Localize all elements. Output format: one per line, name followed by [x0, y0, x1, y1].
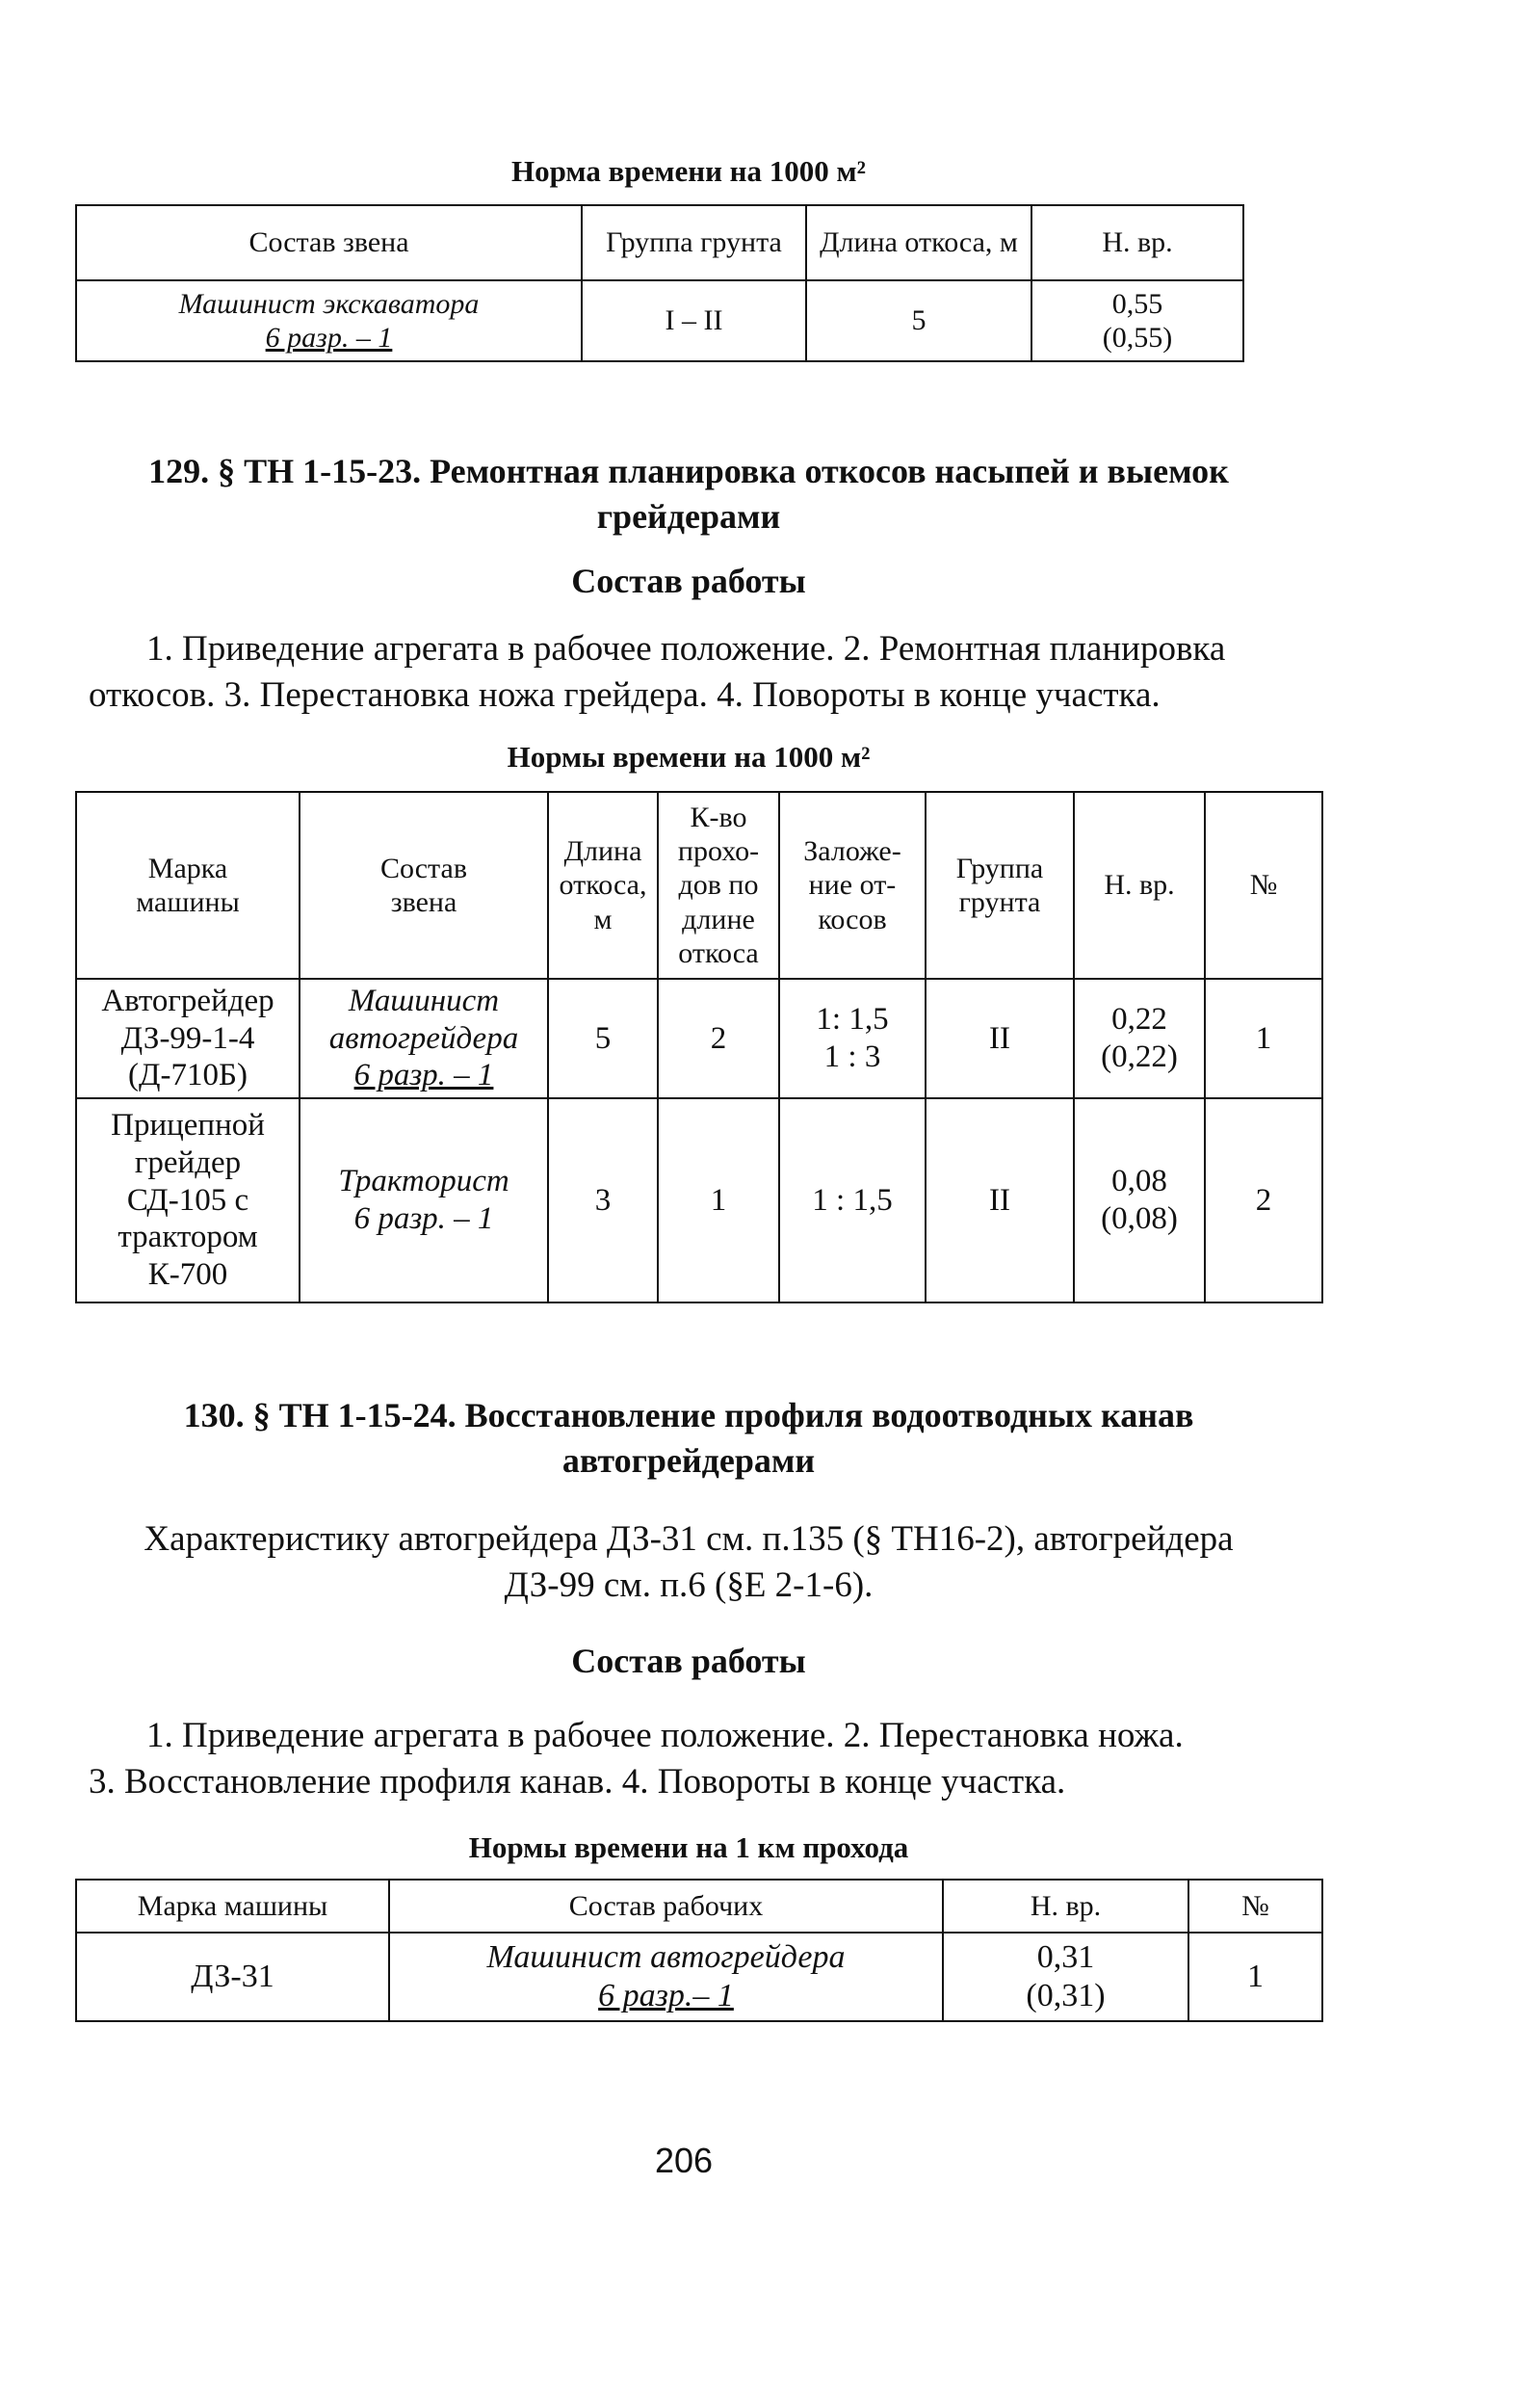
row2-norm-line1: 0,08	[1111, 1164, 1167, 1199]
table1-header-length: Длина откоса, м	[806, 205, 1031, 280]
table1	[75, 204, 1244, 362]
section130-crew-line1: Машинист автогрейдера	[486, 1938, 846, 1975]
section130-norm-line2: (0,31)	[1026, 1978, 1106, 2013]
section130-table-caption: Нормы времени на 1 км прохода	[468, 1830, 909, 1864]
header-passes-line4: длине	[682, 903, 755, 935]
section130-header-crew: Состав рабочих	[389, 1880, 943, 1933]
row2-machine	[76, 1098, 300, 1302]
section129-table-caption: Нормы времени на 1000 м²	[507, 740, 871, 774]
row1-crew	[300, 979, 548, 1098]
table1-norm-line2: (0,55)	[1102, 322, 1173, 354]
header-machine-line1: Марка	[147, 852, 228, 884]
table1-header-group: Группа грунта	[582, 205, 806, 280]
header-slope-line1: Заложе-	[803, 834, 901, 867]
row1-length: 5	[548, 979, 658, 1098]
section130-work-heading: Состав работы	[571, 1642, 806, 1680]
section130-work-text	[89, 1713, 1321, 1805]
row1-norm-line2: (0,22)	[1101, 1039, 1178, 1074]
row1-num: 1	[1205, 979, 1322, 1098]
row1-slope-line1: 1: 1,5	[816, 1002, 889, 1038]
header-num: №	[1205, 792, 1322, 979]
row2-machine-line2: грейдер	[134, 1144, 242, 1180]
section130-title	[0, 1393, 1377, 1484]
section130-char-line2: ДЗ-99 см. п.6 (§Е 2-1-6).	[504, 1565, 874, 1605]
header-slope-line3: косов	[818, 903, 887, 935]
section130-machine-cell: ДЗ-31	[76, 1933, 389, 2021]
section130-header-machine: Марка машины	[76, 1880, 389, 1933]
header-passes-line2: прохо-	[677, 834, 760, 867]
row2-machine-line5: К-700	[147, 1257, 228, 1293]
row2-crew	[300, 1098, 548, 1302]
header-length	[548, 792, 658, 979]
row2-passes: 1	[658, 1098, 779, 1302]
section130-header-row	[76, 1880, 1322, 1933]
header-passes-line1: К-во	[690, 801, 747, 833]
table1-row	[76, 280, 1243, 361]
table-row	[76, 1933, 1322, 2021]
table1-caption: Норма времени на 1000 м²	[511, 154, 866, 188]
row1-machine-line2: ДЗ-99-1-4	[120, 1020, 255, 1056]
table1-crew-cell	[76, 280, 582, 361]
page-number: 206	[654, 2141, 714, 2180]
row1-group: II	[926, 979, 1074, 1098]
row2-slope-line1: 1 : 1,5	[812, 1182, 893, 1218]
section130-title-line1: 130. § ТН 1-15-24. Восстановление профиля водоотводных канав	[183, 1396, 1194, 1434]
row1-machine-line3: (Д-710Б)	[128, 1058, 248, 1093]
header-length-line2: откоса,	[559, 869, 647, 902]
header-machine-line2: машины	[136, 886, 240, 918]
section129-work-line2: откосов. 3. Перестановка ножа грейдера. 4. Повороты в конце участка.	[89, 675, 1161, 715]
section130-work-line2: 3. Восстановление профиля канав. 4. Повороты в конце участка.	[89, 1762, 1066, 1802]
section130-num-cell: 1	[1188, 1933, 1322, 2021]
table1-group-cell: I – II	[582, 280, 806, 361]
row2-machine-line1: Прицепной	[111, 1107, 265, 1143]
section130-norm-cell	[943, 1933, 1188, 2021]
row2-machine-line4: трактором	[117, 1220, 258, 1255]
header-slope	[779, 792, 926, 979]
section129-title	[0, 449, 1377, 539]
section129-title-line2: грейдерами	[596, 497, 781, 536]
table1-norm-line1: 0,55	[1111, 287, 1163, 320]
header-passes	[658, 792, 779, 979]
section130-title-line2: автогрейдерами	[561, 1441, 816, 1480]
table1-crew-line1: Машинист экскаватора	[178, 287, 480, 320]
section130-characteristics	[58, 1516, 1319, 1609]
header-group	[926, 792, 1074, 979]
table1-crew-line2: 6 разр. – 1	[265, 322, 393, 354]
section130-norm-line1: 0,31	[1036, 1938, 1095, 1975]
table1-length-cell: 5	[806, 280, 1031, 361]
row2-num: 2	[1205, 1098, 1322, 1302]
table-row	[76, 1098, 1322, 1302]
section129-work-line1: 1. Приведение агрегата в рабочее положение. 2. Ремонтная планировка	[146, 629, 1226, 669]
header-group-line2: грунта	[958, 886, 1041, 918]
row2-length: 3	[548, 1098, 658, 1302]
section129-work-text	[89, 626, 1321, 719]
section130-char-line1: Характеристику автогрейдера ДЗ-31 см. п.135 (§ ТН16-2), автогрейдера	[144, 1519, 1234, 1559]
row1-crew-line3: 6 разр. – 1	[353, 1058, 494, 1093]
table1-header-crew: Состав звена	[76, 205, 582, 280]
section129-work-heading: Состав работы	[571, 562, 806, 600]
header-norm: Н. вр.	[1074, 792, 1205, 979]
header-crew-line2: звена	[390, 886, 457, 918]
header-length-line3: м	[593, 903, 613, 935]
row1-slope	[779, 979, 926, 1098]
header-group-line1: Группа	[955, 852, 1044, 884]
row1-crew-line1: Машинист	[348, 983, 500, 1018]
row1-machine-line1: Автогрейдер	[101, 983, 274, 1018]
row2-crew-line1: Тракторист	[338, 1164, 509, 1199]
header-passes-line5: откоса	[678, 937, 759, 970]
section130-table	[75, 1879, 1323, 2022]
header-length-line1: Длина	[563, 834, 642, 867]
row1-crew-line2: автогрейдера	[328, 1020, 519, 1056]
table1-norm-cell	[1031, 280, 1243, 361]
header-machine	[76, 792, 300, 979]
section130-crew-cell	[389, 1933, 943, 2021]
row2-group: II	[926, 1098, 1074, 1302]
table-row	[76, 979, 1322, 1098]
row1-machine	[76, 979, 300, 1098]
header-crew	[300, 792, 548, 979]
row2-slope	[779, 1098, 926, 1302]
section129-table	[75, 791, 1323, 1303]
section130-work-line1: 1. Приведение агрегата в рабочее положение. 2. Перестановка ножа.	[146, 1716, 1184, 1755]
table1-header-row	[76, 205, 1243, 280]
section130-header-num: №	[1188, 1880, 1322, 1933]
row2-crew-line2: 6 разр. – 1	[353, 1201, 494, 1236]
table1-header-norm: Н. вр.	[1031, 205, 1243, 280]
row1-norm	[1074, 979, 1205, 1098]
section129-header-row	[76, 792, 1322, 979]
section130-crew-line2: 6 разр.– 1	[598, 1978, 734, 2013]
row1-slope-line2: 1 : 3	[823, 1039, 881, 1074]
row2-norm-line2: (0,08)	[1101, 1201, 1178, 1236]
row2-norm	[1074, 1098, 1205, 1302]
row1-passes: 2	[658, 979, 779, 1098]
section129-title-line1: 129. § ТН 1-15-23. Ремонтная планировка откосов насыпей и выемок	[148, 452, 1229, 490]
row2-machine-line3: СД-105 с	[126, 1182, 249, 1218]
header-crew-line1: Состав	[379, 852, 468, 884]
header-passes-line3: дов по	[678, 869, 759, 902]
header-slope-line2: ние от-	[808, 869, 897, 902]
row1-norm-line1: 0,22	[1111, 1002, 1167, 1038]
section130-header-norm: Н. вр.	[943, 1880, 1188, 1933]
